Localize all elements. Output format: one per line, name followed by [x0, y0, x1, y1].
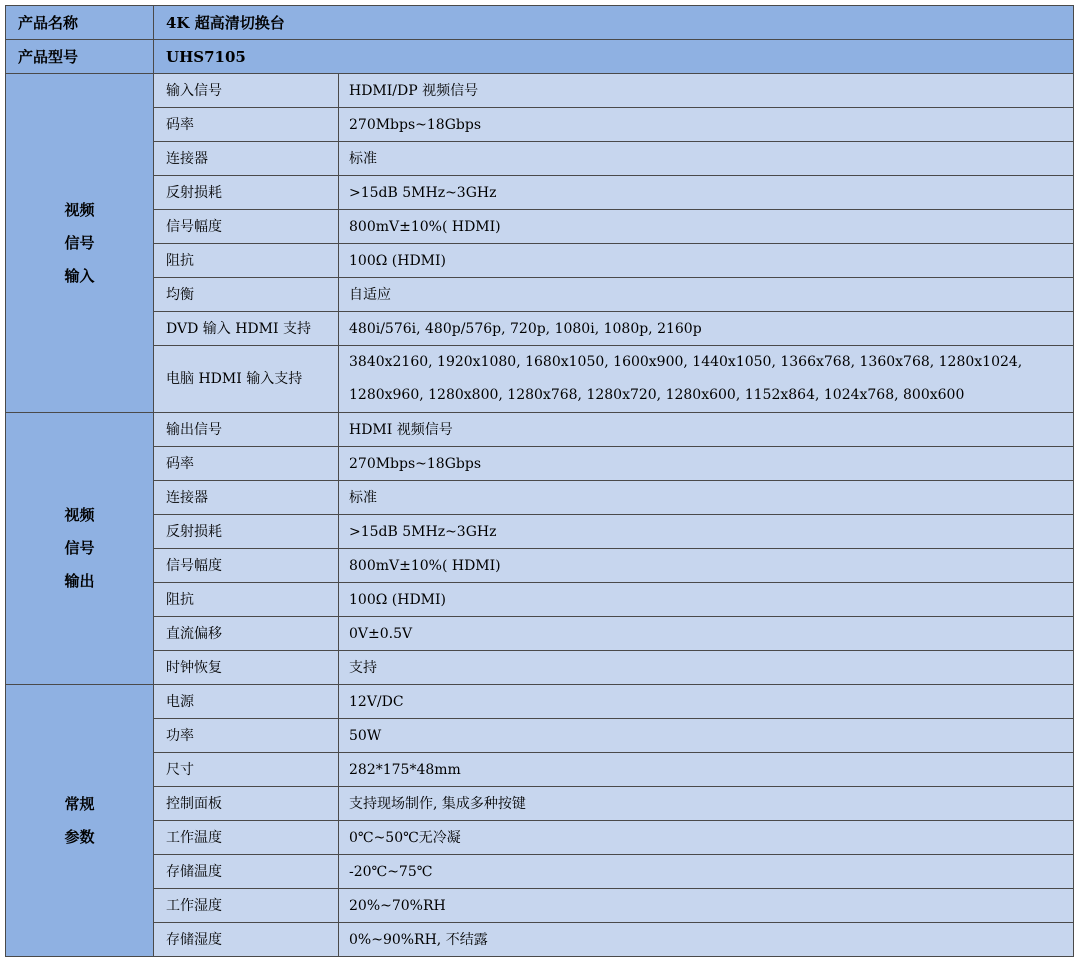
spec-value — [339, 651, 1074, 685]
spec-value — [339, 481, 1074, 515]
spec-value-line: 800mV±10%( HDMI) — [349, 557, 501, 574]
spec-value — [339, 278, 1074, 312]
spec-row — [6, 617, 1074, 651]
spec-value — [339, 787, 1074, 821]
spec-value-line: 270Mbps~18Gbps — [349, 116, 482, 133]
spec-label: 功率 — [154, 719, 339, 753]
spec-row — [6, 651, 1074, 685]
spec-value — [339, 821, 1074, 855]
spec-value — [339, 923, 1074, 957]
spec-label: 直流偏移 — [154, 617, 339, 651]
spec-value-line: 标准 — [349, 489, 377, 506]
spec-row — [6, 278, 1074, 312]
spec-value — [339, 74, 1074, 108]
product-name-value: 4K 超高清切换台 — [154, 6, 1074, 40]
spec-label: 存储湿度 — [154, 923, 339, 957]
spec-value-line: 自适应 — [349, 286, 391, 303]
spec-label: 输入信号 — [154, 74, 339, 108]
section-group-line: 输入 — [64, 266, 95, 285]
spec-value — [339, 413, 1074, 447]
spec-row — [6, 787, 1074, 821]
section-group-label — [6, 413, 154, 685]
spec-value-line: 20%~70%RH — [349, 897, 446, 914]
section-group-line: 视频 — [64, 200, 95, 219]
section-group-line: 视频 — [64, 506, 95, 524]
spec-value — [339, 447, 1074, 481]
spec-label: 均衡 — [154, 278, 339, 312]
spec-label: 反射损耗 — [154, 176, 339, 210]
spec-value-line: -20℃~75℃ — [349, 863, 433, 880]
spec-label: 控制面板 — [154, 787, 339, 821]
section-group-line: 参数 — [64, 827, 95, 846]
section-group-line: 输出 — [64, 572, 95, 590]
model-row — [6, 40, 1074, 74]
spec-value-line: HDMI/DP 视频信号 — [349, 82, 479, 99]
spec-value — [339, 108, 1074, 142]
spec-label: 尺寸 — [154, 753, 339, 787]
spec-value — [339, 515, 1074, 549]
spec-label: 信号幅度 — [154, 549, 339, 583]
spec-value-line: HDMI 视频信号 — [349, 421, 453, 438]
spec-value-line: 支持 — [349, 659, 377, 676]
model-value: UHS7105 — [154, 40, 1074, 74]
spec-value-line: 支持现场制作, 集成多种按键 — [349, 795, 526, 812]
spec-value-line: 0V±0.5V — [349, 625, 413, 642]
spec-label: 连接器 — [154, 481, 339, 515]
section-group-label — [6, 74, 154, 413]
spec-value-line: 0%~90%RH, 不结露 — [349, 931, 488, 948]
spec-row — [6, 481, 1074, 515]
spec-value-line: 0℃~50℃无冷凝 — [349, 829, 461, 846]
spec-value-line: >15dB 5MHz~3GHz — [349, 523, 497, 540]
spec-label: 工作湿度 — [154, 889, 339, 923]
spec-value-line: 12V/DC — [349, 693, 404, 710]
spec-row — [6, 685, 1074, 719]
spec-row — [6, 549, 1074, 583]
spec-value — [339, 176, 1074, 210]
spec-row — [6, 312, 1074, 346]
spec-label: 码率 — [154, 447, 339, 481]
spec-row — [6, 244, 1074, 278]
spec-row — [6, 855, 1074, 889]
spec-value-line: 3840x2160, 1920x1080, 1680x1050, 1600x900, 1440x1050, 1366x768, 1360x768, 1280x1024, — [349, 354, 1023, 370]
spec-value-line: >15dB 5MHz~3GHz — [349, 184, 497, 201]
spec-row — [6, 413, 1074, 447]
spec-value — [339, 855, 1074, 889]
spec-value — [339, 583, 1074, 617]
spec-label: 阻抗 — [154, 244, 339, 278]
spec-row — [6, 515, 1074, 549]
spec-label: 工作温度 — [154, 821, 339, 855]
spec-label: DVD 输入 HDMI 支持 — [154, 312, 339, 346]
spec-value — [339, 889, 1074, 923]
spec-label: 电脑 HDMI 输入支持 — [154, 346, 339, 413]
spec-row — [6, 108, 1074, 142]
spec-value-line: 480i/576i, 480p/576p, 720p, 1080i, 1080p, 2160p — [349, 320, 702, 337]
spec-value — [339, 753, 1074, 787]
spec-value — [339, 719, 1074, 753]
spec-value — [339, 617, 1074, 651]
spec-label: 存储温度 — [154, 855, 339, 889]
spec-value — [339, 210, 1074, 244]
spec-value — [339, 244, 1074, 278]
product-name-label: 产品名称 — [6, 6, 154, 40]
spec-value-line: 1280x960, 1280x800, 1280x768, 1280x720, 1280x600, 1152x864, 1024x768, 800x600 — [349, 387, 965, 403]
spec-value — [339, 346, 1074, 413]
spec-row — [6, 889, 1074, 923]
spec-label: 阻抗 — [154, 583, 339, 617]
section-group-label — [6, 685, 154, 957]
spec-label: 连接器 — [154, 142, 339, 176]
spec-row — [6, 753, 1074, 787]
section-group-line: 信号 — [64, 539, 95, 557]
spec-row — [6, 719, 1074, 753]
spec-row — [6, 583, 1074, 617]
spec-value-line: 标准 — [349, 150, 377, 167]
spec-value-line: 100Ω (HDMI) — [349, 252, 447, 269]
spec-row — [6, 821, 1074, 855]
spec-row — [6, 74, 1074, 108]
spec-row — [6, 346, 1074, 413]
section-group-line: 常规 — [64, 794, 95, 813]
model-label: 产品型号 — [6, 40, 154, 74]
spec-value — [339, 549, 1074, 583]
spec-value-line: 800mV±10%( HDMI) — [349, 218, 501, 235]
spec-row — [6, 142, 1074, 176]
spec-value-line: 282*175*48mm — [349, 761, 461, 778]
spec-label: 信号幅度 — [154, 210, 339, 244]
spec-label: 时钟恢复 — [154, 651, 339, 685]
spec-row — [6, 923, 1074, 957]
product-name-row — [6, 6, 1074, 40]
spec-value — [339, 685, 1074, 719]
spec-row — [6, 176, 1074, 210]
spec-value — [339, 312, 1074, 346]
spec-value-line: 270Mbps~18Gbps — [349, 455, 482, 472]
spec-label: 码率 — [154, 108, 339, 142]
spec-label: 电源 — [154, 685, 339, 719]
spec-table — [5, 5, 1074, 957]
spec-row — [6, 447, 1074, 481]
spec-value-line: 50W — [349, 727, 382, 744]
spec-row — [6, 210, 1074, 244]
spec-label: 输出信号 — [154, 413, 339, 447]
spec-label: 反射损耗 — [154, 515, 339, 549]
section-group-line: 信号 — [64, 233, 95, 252]
spec-value-line: 100Ω (HDMI) — [349, 591, 447, 608]
spec-value — [339, 142, 1074, 176]
